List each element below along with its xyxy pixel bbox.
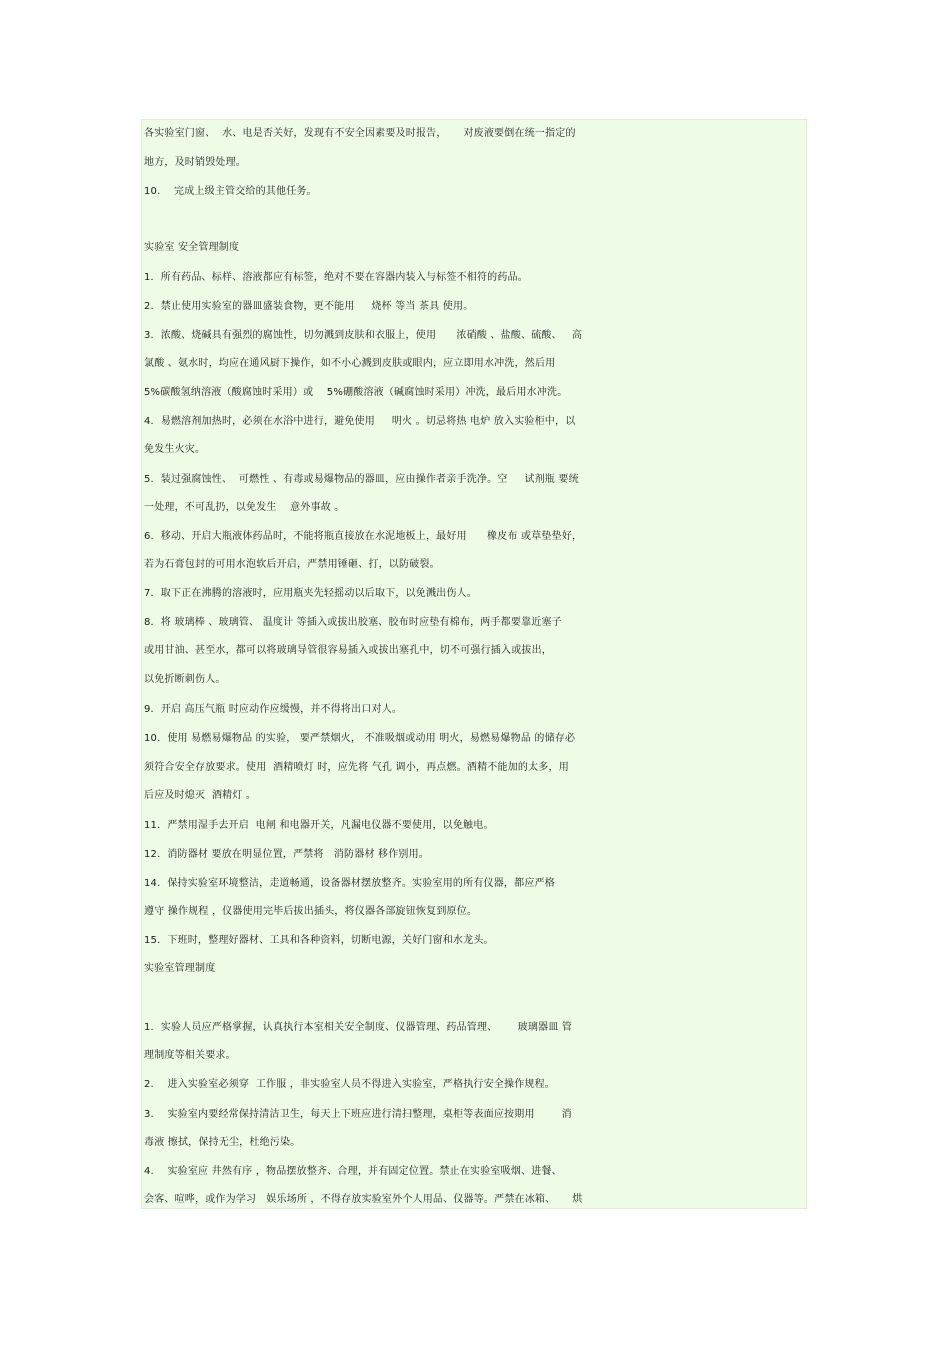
text-line: 2. 进入实验室必须穿 工作服 ，非实验室人员不得进入实验室，严格执行安全操作规程。 xyxy=(144,1079,555,1090)
text-line: 4．易燃溶剂加热时，必须在水浴中进行，避免使用 明火 。切忌将热 电炉 放入实验柜中，以 xyxy=(144,416,576,427)
text-line: 6．移动、开启大瓶液体药品时，不能将瓶直接放在水泥地板上，最好用 橡皮布 或草垫垫好， xyxy=(144,531,583,542)
text-line: 1．所有药品、标样、溶液都应有标签，绝对不要在容器内装入与标签不相符的药品。 xyxy=(144,272,528,283)
text-line: 11．严禁用湿手去开启 电闸 和电器开关，凡漏电仪器不要使用，以免触电。 xyxy=(144,820,494,831)
text-line: 5．装过强腐蚀性、 可燃性 、有毒或易爆物品的器皿，应由操作者亲手洗净。空 试剂瓶 要统 xyxy=(144,474,579,485)
text-line: 10．使用 易燃易爆物品 的实验， 要严禁烟火， 不准吸烟或动用 明火，易燃易爆物品 的储存必 xyxy=(144,733,576,744)
text-line: 3. 实验室内要经常保持清洁卫生，每天上下班应进行清扫整理，桌柜等表面应按期用 消 xyxy=(144,1109,572,1120)
document-page xyxy=(141,119,807,1209)
text-line: 9．开启 高压气瓶 时应动作应缓慢，并不得将出口对人。 xyxy=(144,704,403,715)
text-line: 免发生火灾。 xyxy=(144,444,206,455)
text-line: 各实验室门窗、 水、电是否关好，发现有不安全因素要及时报告， 对废液要倒在统一指定的 xyxy=(144,128,576,139)
text-line: 会客、喧哗，或作为学习 娱乐场所 ，不得存放实验室外个人用品、仪器等。严禁在冰箱、 烘 xyxy=(144,1194,583,1205)
text-line: 4. 实验室应 井然有序 ，物品摆放整齐、合理，并有固定位置。禁止在实验室吸烟、进餐、 xyxy=(144,1166,562,1177)
text-line: 8．将 玻璃棒 、玻璃管、 温度计 等插入或拔出胶塞、胶布时应垫有棉布，两手都要靠近塞子 xyxy=(144,617,562,628)
text-line: 15．下班时，整理好器材、工具和各种资料，切断电源，关好门窗和水龙头。 xyxy=(144,935,494,946)
text-line: 14．保持实验室环境整洁，走道畅通，设备器材摆放整齐。实验室用的所有仪器，都应严格 xyxy=(144,878,555,889)
section-heading: 实验室 安全管理制度 xyxy=(144,242,240,253)
text-line: 毒液 擦拭，保持无尘，杜绝污染。 xyxy=(144,1137,301,1148)
text-line: 2．禁止使用实验室的器皿盛装食物，更不能用 烧杯 等当 茶具 使用。 xyxy=(144,301,474,312)
text-line: 1．实验人员应严格掌握，认真执行本室相关安全制度、仪器管理、药品管理、 玻璃器皿 管 xyxy=(144,1022,573,1033)
text-line: 遵守 操作规程 ，仪器使用完毕后拔出插头，将仪器各部旋钮恢复到原位。 xyxy=(144,906,478,917)
text-line: 7．取下正在沸腾的溶液时，应用瓶夹先轻摇动以后取下，以免溅出伤人。 xyxy=(144,588,477,599)
text-line: 氯酸 、氨水时，均应在通风厨下操作，如不小心溅到皮肤或眼内，应立即用水冲洗，然后用 xyxy=(144,358,556,369)
text-line: 若为石膏包封的可用水泡软后开启，严禁用锤砸、打，以防破裂。 xyxy=(144,559,440,570)
text-line: 以免折断刺伤人。 xyxy=(144,674,226,685)
text-line: 地方，及时销毁处理。 xyxy=(144,157,246,168)
text-line: 3．浓酸、烧碱具有强烈的腐蚀性，切勿溅到皮肤和衣服上，使用 浓硝酸 、盐酸、硫酸、 高 xyxy=(144,330,583,341)
text-line: 一处理，不可乱扔，以免发生 意外事故 。 xyxy=(144,502,345,513)
text-line: 须符合安全存放要求。使用 酒精喷灯 时，应先将 气孔 调小，再点燃。酒精不能加的太多，用 xyxy=(144,762,569,773)
text-line: 或用甘油、甚至水，都可以将玻璃导管很容易插入或拔出塞孔中，切不可强行插入或拔出， xyxy=(144,645,552,656)
text-line: 后应及时熄灭 酒精灯 。 xyxy=(144,790,257,801)
text-line: 12．消防器材 要放在明显位置，严禁将 消防器材 移作别用。 xyxy=(144,849,430,860)
text-line: 10. 完成上级主管交给的其他任务。 xyxy=(144,186,317,197)
text-line: 5%碳酸氢纳溶液（酸腐蚀时采用）或 5%硼酸溶液（碱腐蚀时采用）冲洗，最后用水冲洗。 xyxy=(144,387,568,398)
text-line: 理制度等相关要求。 xyxy=(144,1050,236,1061)
section-heading: 实验室管理制度 xyxy=(144,963,216,974)
